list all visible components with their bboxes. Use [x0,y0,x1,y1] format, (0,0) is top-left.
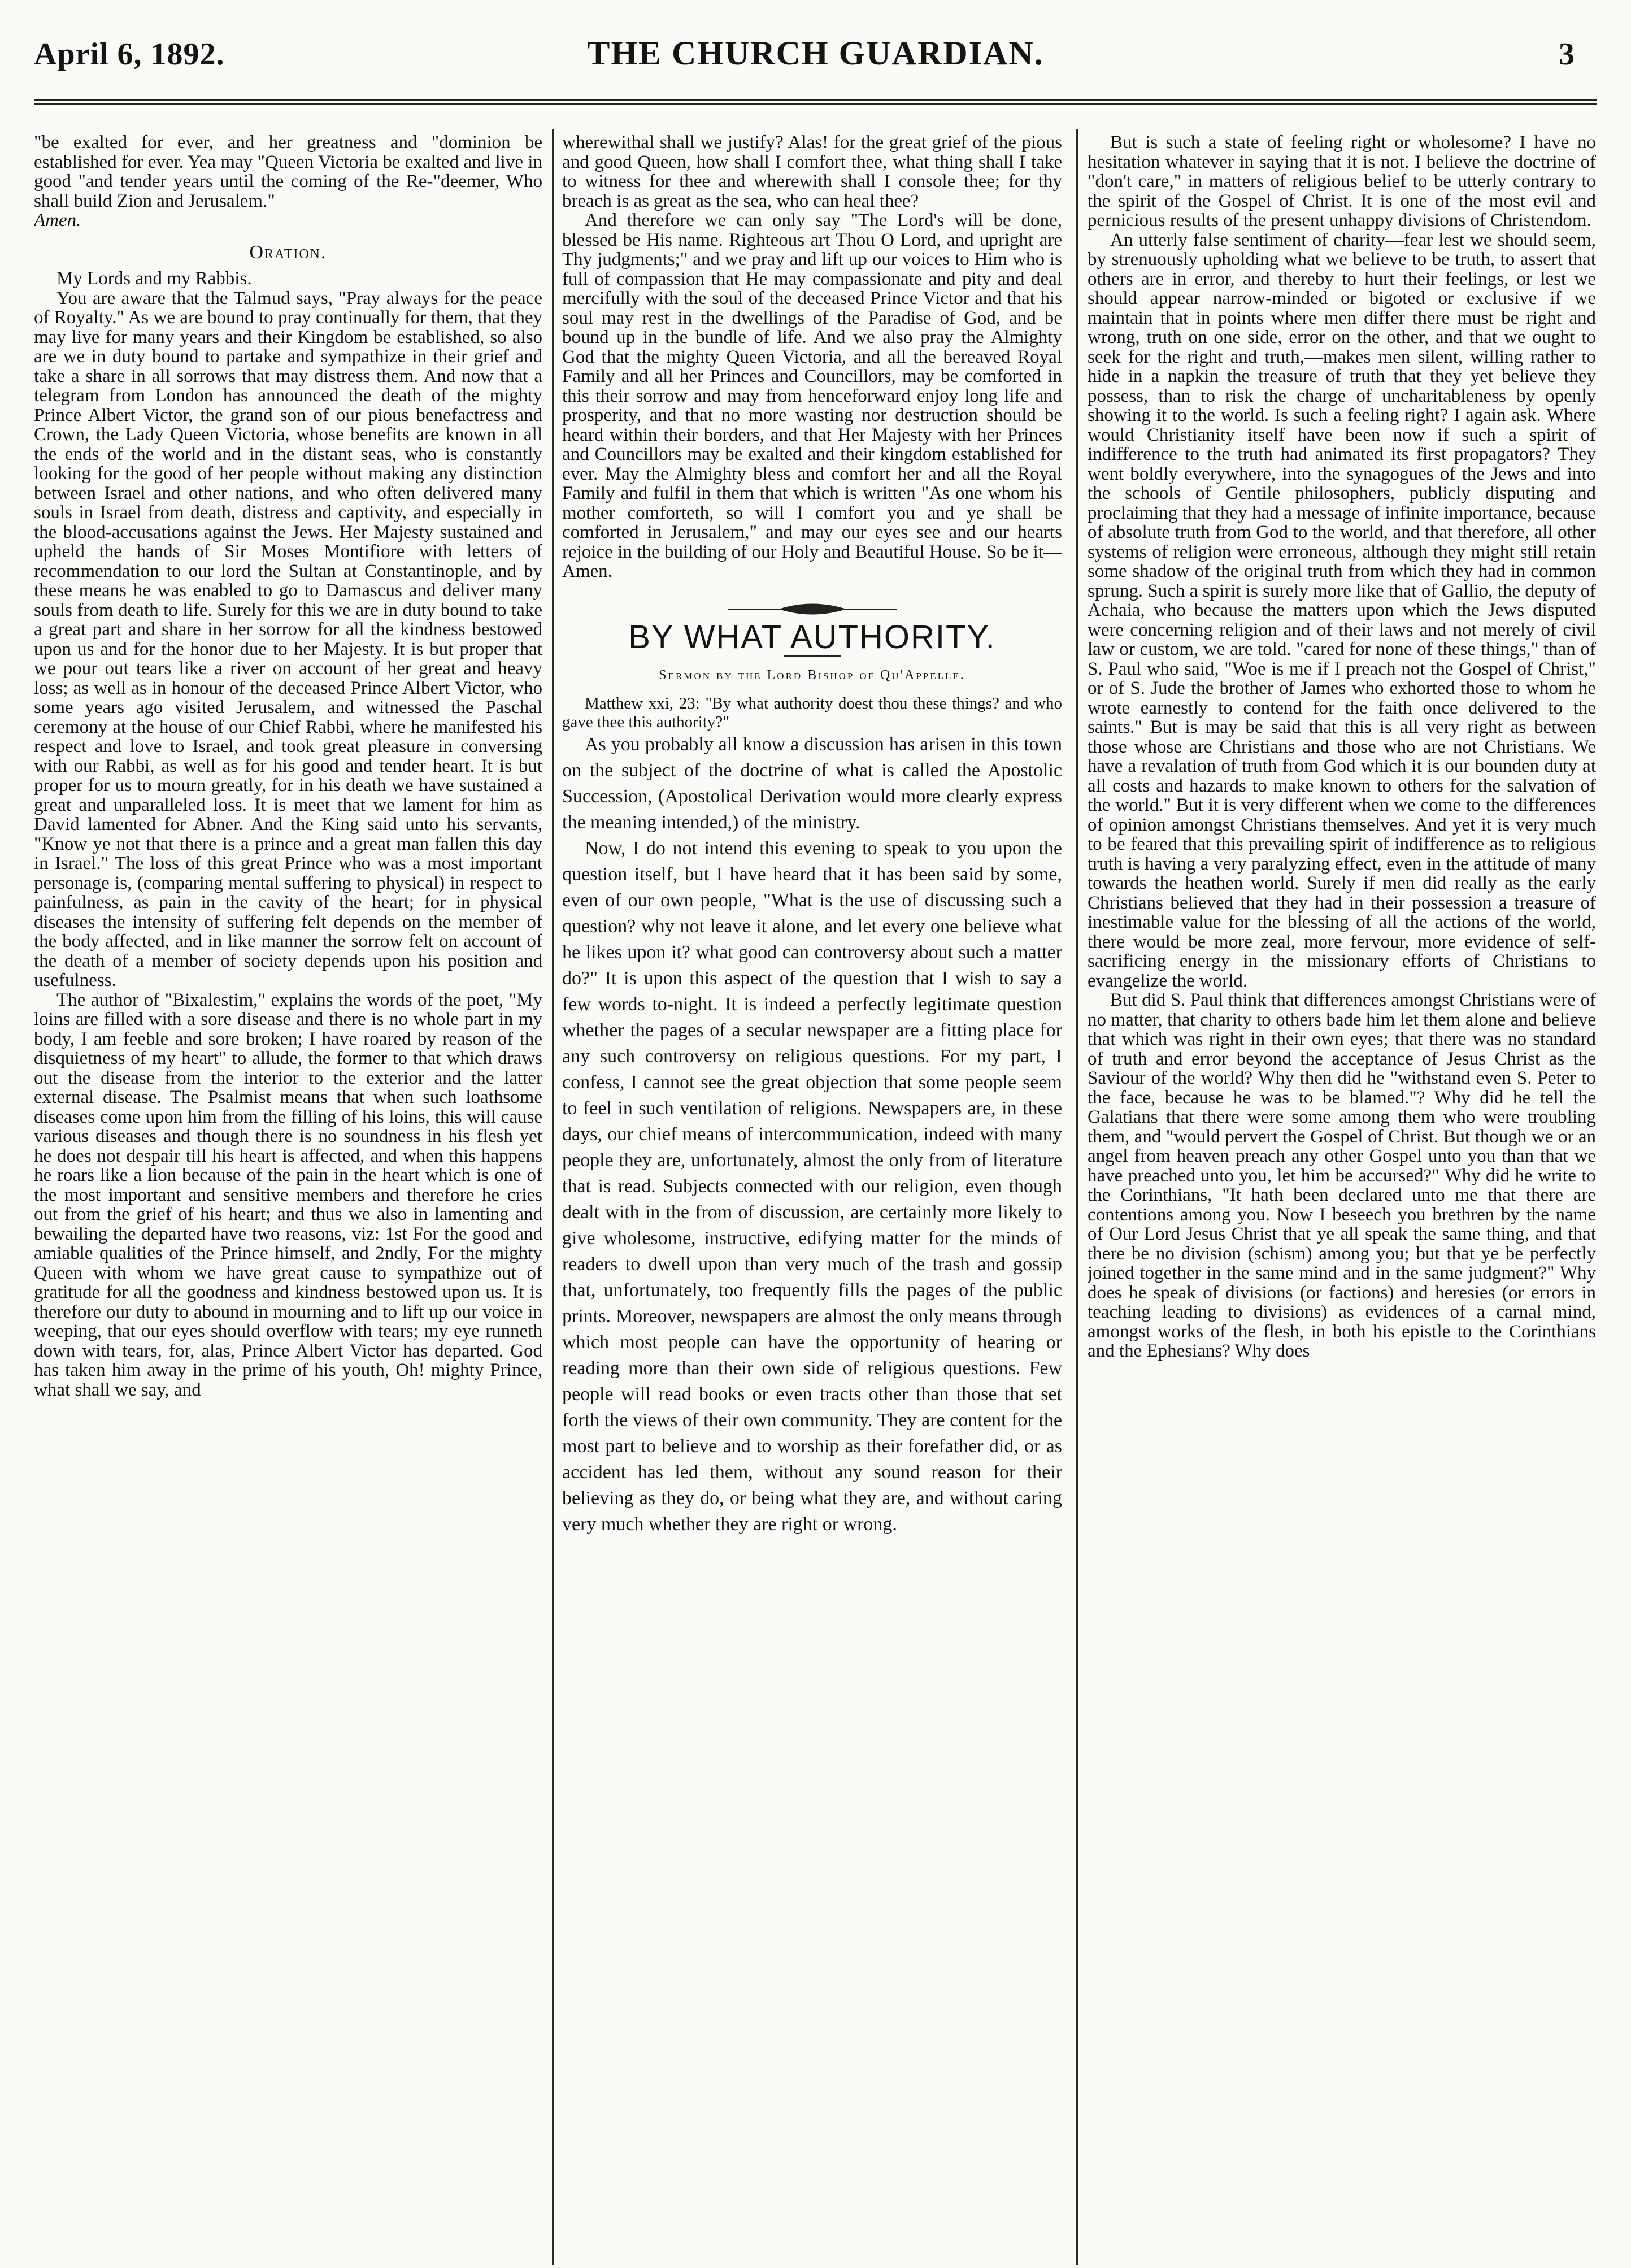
newspaper-title: THE CHURCH GUARDIAN. [587,34,1044,72]
sermon-paragraph-1: As you probably all know a discussion has arisen in this town on the subject of the doctrine of what is called the Apostolic Succession, (Apostolical Derivation would more clearly express the meaning intended,) of the ministry. [562,733,1062,833]
oration-paragraph-3: wherewithal shall we justify? Alas! for the great grief of the pious and good Queen, how shall I comfort thee, what thing shall I take to witness for thee and wherewith shall I console thee; for thy breach is as great as the sea, who can heal thee? [562,133,1062,211]
masthead-rule-thin [34,103,1597,105]
sermon-paragraph-2: Now, I do not intend this evening to speak to you upon the question itself, but I have heard that it has been said by some, even of our own people, "What is the use of discussing such a question? why not leave it alone, and let every one believe what he likes upon it? what good can controversy about such a matter do?" It is upon this aspect of the question that I wish to say a few words to-night. It is indeed a perfectly legitimate question whether the pages of a secular newspaper are a fitting place for any such controversy on religious questions. For my part, I confess, I cannot see the great objection that some people seem to feel in such ventilation of religions. Newspapers are, in these days, our chief means of intercommunication, indeed with many people they are, unfortunately, almost the only from of literature that is read. Subjects connected with our religion, even though dealt with in the from of discussion, are certainly more likely to give wholesome, instructive, edifying matter for the minds of readers to dwell upon than very much of the trash and gossip that, unfortunately, too frequently fills the pages of the public prints. Moreover, newspapers are almost the only means through which most people can have the opportunity of hearing or reading more than their own side of religious questions. Few people will read books or even tracts other than those that set forth the views of their own community. They are content for the most part to believe and to worship as their forefather did, or as accident has led them, without any sound reason for their believing as they do, or being what they are, and without caring very much whether they are right or wrong. [562,837,1062,1535]
page-number: 3 [1559,37,1575,72]
sermon-body-start [562,732,1062,1537]
article-byline: Sermon by the Lord Bishop of Qu'Appelle. [659,668,965,683]
prayer-conclusion: "be exalted for ever, and her greatness and "dominion be established for ever. Yea may "Queen Victoria be exalted and live in good "and tender years until the coming of the Re-"deemer, Who shall build Zion and Jerusalem." [34,133,542,211]
column-1 [34,133,542,2263]
scripture-epigraph: Matthew xxi, 23: "By what authority doest thou these things? and who gave thee this authority?" [562,694,1062,731]
column-divider-2 [1076,129,1078,2265]
sermon-paragraph-3: But is such a state of feeling right or wholesome? I have no hesitation whatever in saying that it is not. I believe the doctrine of "don't care," in matters of religious belief to be utterly contrary to the spirit of the Gospel of Christ. It is one of the most evil and pernicious results of the present unhappy divisions of Christendom. [1088,133,1596,231]
amen-text: Amen. [34,210,81,231]
column-2 [562,133,1062,2263]
oration-heading: Oration. [249,241,327,263]
sermon-paragraph-5: But did S. Paul think that differences amongst Christians were of no matter, that charity to others bade him let them alone and believe that which was right in their own eyes; that there was no standard of truth and error beyond the acceptance of Jesus Christ as the Saviour of the world? Why then did he "withstand even S. Peter to the face, because he was to be blamed."? Why did he tell the Galatians that there were some among them who were troubling them, and "would pervert the Gospel of Christ. But though we or an angel from heaven preach any other Gospel unto you than that we have preached unto you, let him be accursed?" Why did he write to the Corinthians, "It hath been declared unto me that there are contentions among you. Now I beseech you brethren by the name of Our Lord Jesus Christ that ye all speak the same thing, and that there be no division (schism) among you; but that ye be perfectly joined together in the same mind and in the same judgment?" Why does he speak of divisions (or factions) and heresies (or errors in teaching leading to divisions) as evidences of a carnal mind, amongst works of the flesh, in both his epistle to the Corinthians and the Ephesians? Why does [1088,990,1596,1361]
masthead [34,17,1597,85]
column-divider-1 [552,129,554,2265]
sermon-paragraph-4: An utterly false sentiment of charity—fear lest we should seem, by strenuously upholding what we believe to be truth, to assert that others are in error, and thereby to hurt their feelings, or lest we should appear narrow-minded or bigoted or exclusive if we maintain that in points where men differ there must be right and wrong, truth on one side, error on the other, and that we ought to seek for the right and truth,—makes men silent, willing rather to hide in a napkin the treasure of truth that they yet believe they possess, than to risk the charge of uncharitableness by openly showing it to the world. Is such a feeling right? I again ask. Where would Christianity itself have been now if such a spirit of indifference to the truth had animated its first propagators? They went boldly everywhere, into the synagogues of the Jews and into the schools of Gentile philosophers, publicly disputing and proclaiming that they had a message of infinite importance, because of absolute truth from God to the world, and that therefore, all other systems of religion were erroneous, although they might still retain some shadow of the original truth from which they had in common sprung. Such a spirit is surely more like that of Gallio, the deputy of Achaia, who because the matters upon which the Jews disputed were concerning religion and of their laws and not merely of civil law or custom, we are told. "cared for none of these things," than of S. Paul who said, "Woe is me if I preach not the Gospel of Christ," or of S. Jude the brother of James who exhorted those to whom he wrote earnestly to contend for the faith once delivered to the saints." But is may be said that this is all very right as between those whose are Christians and those who are not Christians. We have a revalation of truth from God which it is our bounden duty at all costs and hazards to make known to others for the salvation of the world." But it is very different when we come to the differences of opinion amongst Christians themselves. And yet it is very much to be feared that this prevailing spirit of indifference as to religious truth is having a very paralyzing effect, even in the attitude of many towards the heathen world. Surely if men did really as the early Christians believed that they had in their possession a treasure of inestimable value for the blessing of all the actions of the world, there would be more zeal, more fervour, more evidence of self-sacrificing energy in the missionary efforts of Christians to evangelize the world. [1088,229,1596,991]
masthead-rule [34,99,1597,101]
oration-paragraph-2: The author of "Bixalestim," explains the words of the poet, "My loins are filled with a sore disease and there is no whole part in my body, I am feeble and sore broken; I have roared by reason of the disquietness of my heart" to allude, the former to that which draws out the disease from the interior to the exterior and the latter external disease. The Psalmist means that when such loathsome diseases come upon him from the filling of his loins, this will cause various diseases and though there is no soundness in his flesh yet he does not despair till his heart is affected, and when this happens he roars like a lion because of the pain in the heart which is one of the most important and sensitive members and therefore he cries out from the grief of his heart; and thus we also in lamenting and bewailing the departed have two reasons, viz: 1st For the good and amiable qualities of the Prince himself, and 2ndly, For the mighty Queen with whom we have great cause to sympathize out of gratitude for all the goodness and kindness bestowed upon us. It is therefore our duty to abound in mourning and to lift up our voice in weeping, that our eyes should overflow with tears; my eye runneth down with tears, for, alas, Prince Albert Victor has departed. God has taken him away in the prime of his youth, Oh! mighty Prince, what shall we say, and [34,989,542,1400]
issue-date: April 6, 1892. [34,37,225,72]
ornamental-divider-icon [728,601,897,618]
article-headline: BY WHAT AUTHORITY. [628,618,996,655]
salutation: My Lords and my Rabbis. [56,268,252,289]
column-3 [1088,133,1596,2263]
oration-paragraph-1: You are aware that the Talmud says, "Pray always for the peace of Royalty." As we are bound to pray continually for them, that they may live for many years and their Kingdom be established, so also are we in duty bound to partake and sympathize in their grief and take a share in all sorrows that may distress them. And now that a telegram from London has announced the death of the mighty Prince Albert Victor, the grand son of our pious benefactress and Crown, the Lady Queen Victoria, whose benefits are known in all the ends of the world and in the distant seas, who is constantly looking for the good of her people without making any distinction between Israel and other nations, and who often delivered many souls in Israel from death, distress and captivity, and especially in the blood-accusations against the Jews. Her Majesty sustained and upheld the hands of Sir Moses Montifiore with letters of recommendation to our lord the Sultan at Constantinople, and by these means he was enabled to go to Damascus and deliver many souls from death to life. Surely for this we are in duty bound to take a great part and share in her sorrow for all the kindness bestowed upon us and for the honor due to her Majesty. It is but proper that we pour out tears like a river on account of her great and heavy loss; as well as in honour of the deceased Prince Albert Victor, who some years ago visited Jerusalem, and witnessed the Paschal ceremony at the house of our Chief Rabbi, where he manifested his respect and love to Israel, and took great pleasure in conversing with our Rabbi, as well as for his good and tender heart. It is but proper for us to mourn greatly, for in his death we have sustained a great and unparalleled loss. It is meet that we lament for him as David lamented for Abner. And the King said unto his servants, "Know ye not that there is a prince and a great man fallen this day in Israel." The loss of this great Prince who was a most important personage is, (comparing mental suffering to physical) in respect to painfulness, as pain in the cavity of the heart; for in physical diseases the intensity of suffering felt depends on the member of the body affected, and in like manner the sorrow felt on account of the death of a member of society depends upon his position and usefulness. [34,288,542,990]
oration-paragraph-4: And therefore we can only say "The Lord's will be done, blessed be His name. Righteous art Thou O Lord, and upright are Thy judgments;" and we pray and lift up our voices to Him who is full of compassion that He may compassionate and pity and deal mercifully with the soul of the deceased Prince Victor and that his soul may rest in the dwellings of the Paradise of God, and be bound up in the bundle of life. And we also pray the Almighty God that the mighty Queen Victoria, and all the bereaved Royal Family and all her Princes and Councillors, may be comforted in this their sorrow and may from henceforward enjoy long life and prosperity, and that no more wasting nor destruction should be heard within their borders, and that Her Majesty with her Princes and Councillors may be exalted and their kingdom established for ever. May the Almighty bless and comfort her and all the Royal Family and fulfil in them that which is written "As one whom his mother comforteth, so will I comfort you and ye shall be comforted in Jerusalem," and may our eyes see and our hearts rejoice in the building of our Holy and Beautiful House. So be it—Amen. [562,210,1062,581]
